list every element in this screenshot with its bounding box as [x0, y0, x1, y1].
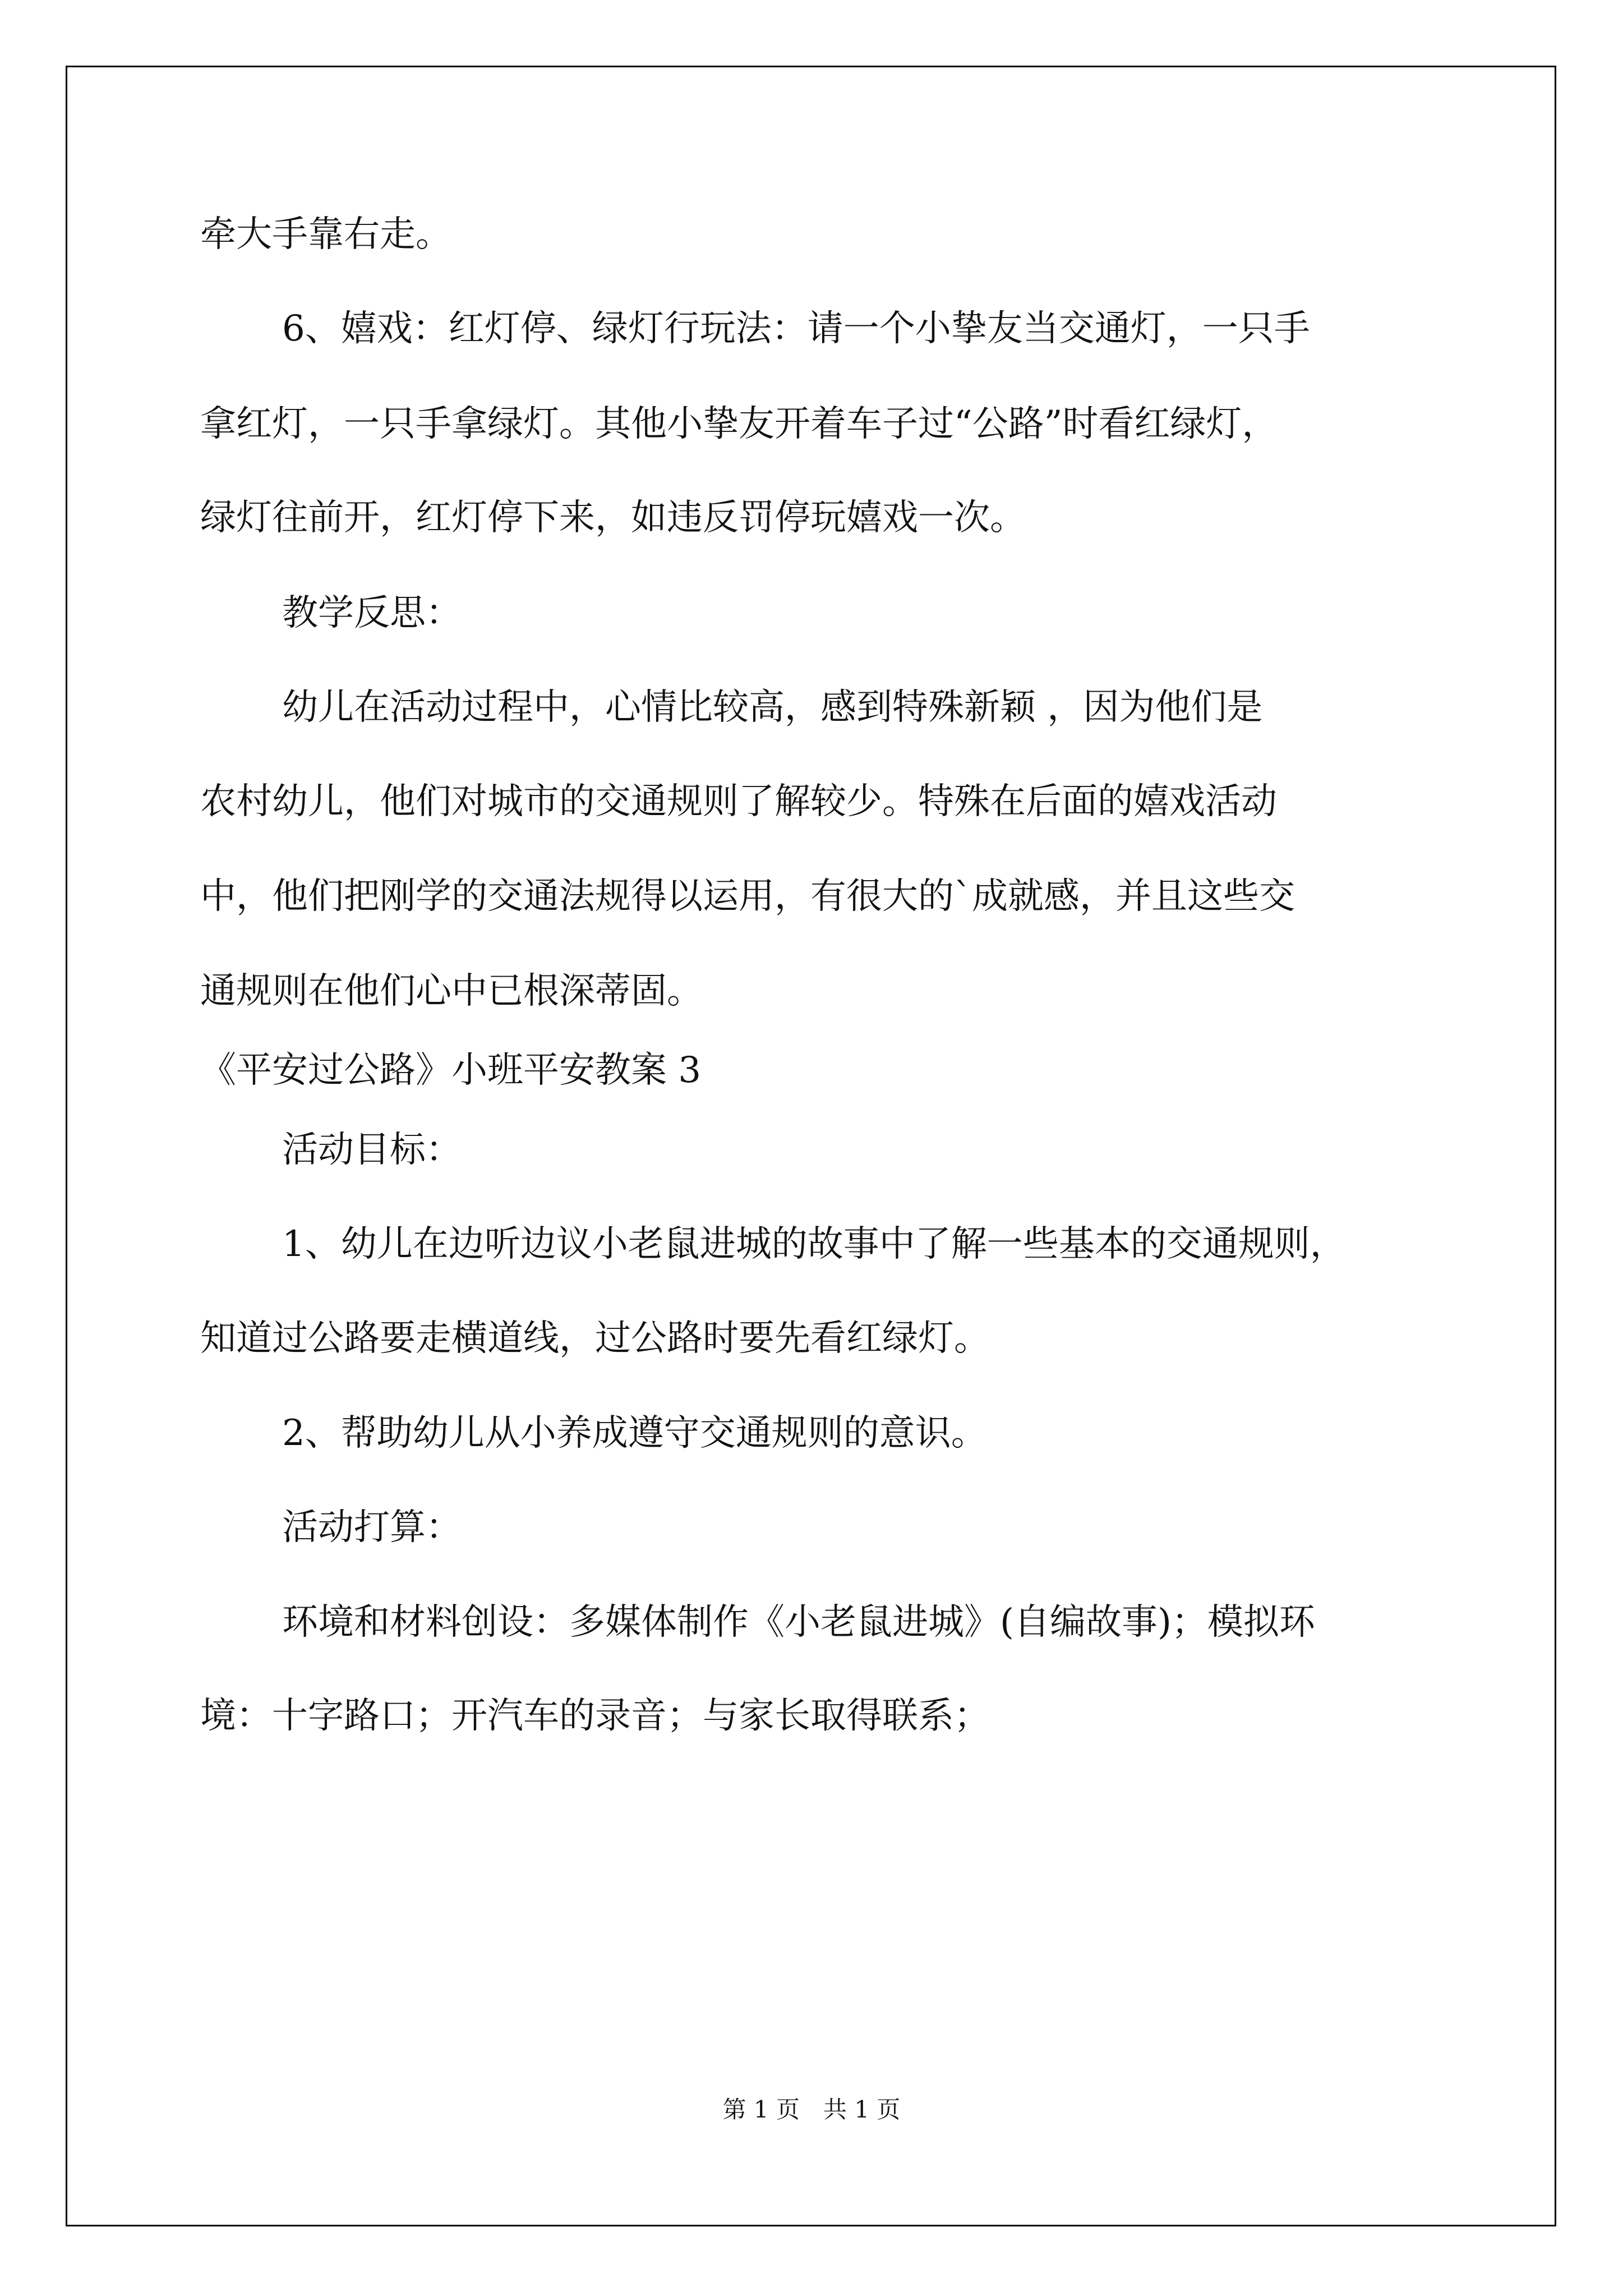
paragraph-line: 教学反思：	[282, 592, 462, 634]
paragraph-line: 中，他们把刚学的交通法规得以运用，有很大的`成就感，并且这些交	[200, 876, 1295, 917]
paragraph-line: 6、嬉戏：红灯停、绿灯行玩法：请一个小挚友当交通灯，一只手	[282, 308, 1310, 349]
paragraph-line: 绿灯往前开，红灯停下来，如违反罚停玩嬉戏一次。	[200, 497, 1026, 539]
paragraph-line: 活动目标：	[282, 1129, 462, 1171]
paragraph-line: 1、幼儿在边听边议小老鼠进城的故事中了解一些基本的交通规则，	[282, 1223, 1346, 1265]
paragraph-line: 活动打算：	[282, 1507, 462, 1548]
paragraph-line: 境：十字路口；开汽车的录音；与家长取得联系；	[200, 1695, 990, 1737]
paragraph-line: 幼儿在活动过程中，心情比较高，感到特殊新颖 ，因为他们是	[282, 687, 1263, 728]
paragraph-line: 拿红灯，一只手拿绿灯。其他小挚友开着车子过“公路”时看红绿灯，	[200, 403, 1278, 445]
page-number-footer: 第 1 页 共 1 页	[722, 2096, 901, 2123]
paragraph-line: 2、帮助幼儿从小养成遵守交通规则的意识。	[282, 1412, 987, 1454]
paragraph-line: 牵大手靠右走。	[200, 214, 451, 255]
paragraph-line: 知道过公路要走横道线，过公路时要先看红绿灯。	[200, 1318, 990, 1359]
paragraph-line: 通规则在他们心中已根深蒂固。	[200, 970, 703, 1012]
section-heading: 《平安过公路》小班平安教案 3	[200, 1050, 702, 1091]
paragraph-line: 环境和材料创设：多媒体制作《小老鼠进城》(自编故事)；模拟环	[282, 1602, 1315, 1643]
paragraph-line: 农村幼儿，他们对城市的交通规则了解较少。特殊在后面的嬉戏活动	[200, 781, 1277, 822]
